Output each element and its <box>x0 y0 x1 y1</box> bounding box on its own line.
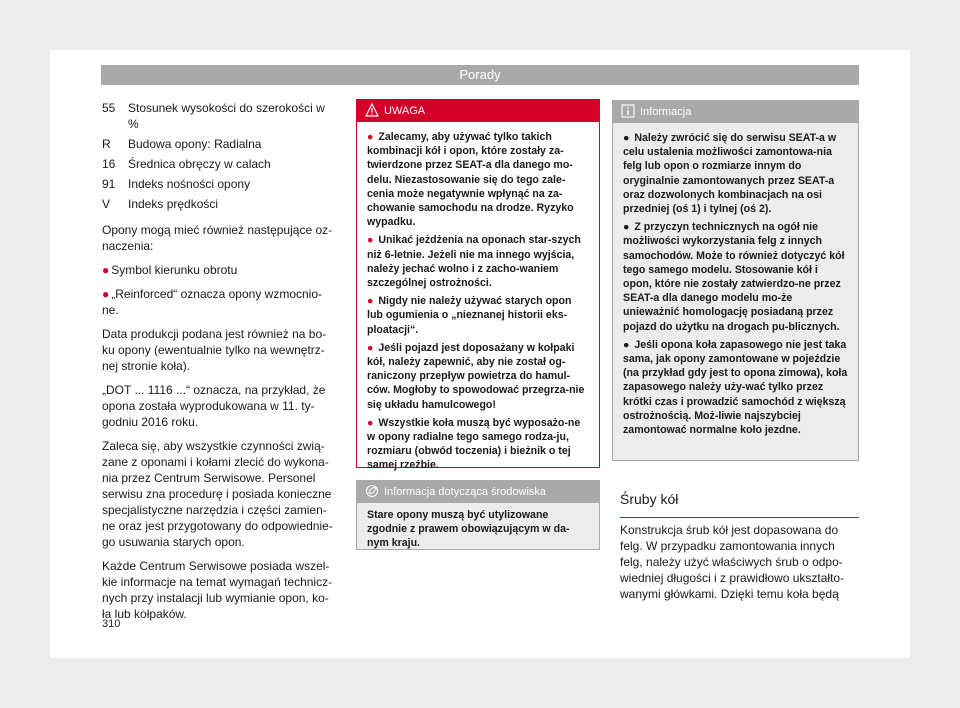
warning-item: ● Wszystkie koła muszą być wyposażo-ne w opony radialne tego samego rodza-ju, rozmiaru (obwód toczenia) i bieżnik o tej samej rzeźbie. <box>367 416 581 472</box>
bullet-icon: ● <box>102 287 110 301</box>
information-title: Informacja <box>640 106 692 118</box>
environment-title: Informacja dotycząca środowiska <box>384 486 547 498</box>
warning-header <box>357 100 599 122</box>
bullet-icon: ● <box>623 221 630 234</box>
body-paragraph: Data produkcji podana jest również na bo-ku opony (ewentualnie tylko na wewnętrz-nej stronie koła). <box>102 327 327 373</box>
bullet-item: ● Symbol kierunku obrotu <box>102 263 238 277</box>
spec-desc: Budowa opony: Radialna <box>128 137 262 151</box>
spec-code: R <box>102 137 111 151</box>
information-header <box>613 101 858 123</box>
info-icon <box>621 104 635 126</box>
info-item: ● Z przyczyn technicznych na ogół nie możliwości wykorzystania felg z innych samochodów. Może to również dotyczyć kół tego samego modelu. Stosowanie kół i opon, które nie zostały zatwierdzo-ne przez SEAT-a dla danego modelu mo-że unieważnić homologację posiadaną przez pojazd do użytku na drogach pu-blicznych. <box>623 221 845 333</box>
page-number: 310 <box>102 618 121 630</box>
info-item: ● Należy zwrócić się do serwisu SEAT-a w celu ustalenia możliwości zamontowa-nia felg lub opon o rozmiarze innym do oryginalnie zamontowanych przez SEAT-a oraz dozwolonych kombinacjach na osi przedniej (oś 1) i tylnej (oś 2). <box>623 132 837 216</box>
body-paragraph: „DOT ... 1116 ...“ oznacza, na przykład, że opona została wyprodukowana w 11. ty-godniu 2016 roku. <box>102 383 326 429</box>
spec-desc: Indeks prędkości <box>128 197 219 211</box>
environment-header <box>357 481 599 503</box>
spec-row <box>102 196 338 212</box>
section-heading: Śruby kół <box>620 490 859 518</box>
spec-code: V <box>102 197 111 211</box>
bullet-item: ● „Reinforced“ oznacza opony wzmocnio-ne. <box>102 287 323 317</box>
section-paragraph: Konstrukcja śrub kół jest dopasowana do felg. W przypadku zamontowania innych felg, należy użyć właściwych śrub o odpo-wiedniej długości i z prawidłowo ukształto-wanymi główkami. Dzięki temu koła będą <box>620 523 845 601</box>
body-paragraph: Zaleca się, aby wszystkie czynności zwią-zane z oponami i kołami zlecić do wykona-nia przez Centrum Serwisowe. Personel serwisu zna procedurę i posiada konieczne specjalistyczne narzędzia i części zamien-ne oraz jest przygotowany do odpowiednie-go usuwania starych opon. <box>102 439 333 549</box>
environment-leaf-icon <box>365 484 379 506</box>
warning-title: UWAGA <box>384 105 426 117</box>
bullet-icon: ● <box>102 263 110 277</box>
warning-box <box>356 99 600 472</box>
body-paragraph: Każde Centrum Serwisowe posiada wszel-kie informacje na temat wymagań technicz-nych przy instalacji lub wymianie opon, ko-ła lub kołpaków. <box>102 559 333 621</box>
spec-code: 55 <box>102 101 116 115</box>
bullet-icon: ● <box>367 131 374 143</box>
bullet-icon: ● <box>367 295 374 308</box>
environment-body <box>357 503 599 549</box>
warning-triangle-icon <box>365 103 379 125</box>
intro-paragraph: Opony mogą mieć również następujące oz-naczenia: <box>102 223 333 253</box>
spec-desc: Średnica obręczy w calach <box>128 157 271 171</box>
warning-item: ● Nigdy nie należy używać starych opon lub ogumienia o „nieznanej historii eks-ploatacji“. <box>367 295 572 336</box>
spec-row <box>102 156 338 172</box>
spec-row <box>102 176 338 192</box>
bullet-icon: ● <box>623 132 630 144</box>
info-item: ● Jeśli opona koła zapasowego nie jest taka sama, jak opony zamontowane w pojeździe (na przykład gdy jest to opona zimowa), koła zapasowego należy uży-wać tylko przez krótki czas i prowadzić samochód z większą ostrożnością. Moż-liwie najszybciej zamontować normalne koło jezdne. <box>623 338 848 437</box>
information-body <box>613 123 858 460</box>
bullet-icon: ● <box>623 338 630 351</box>
environment-text: Stare opony muszą być utylizowane zgodnie z prawem obowiązującym w da-nym kraju. <box>367 509 570 550</box>
warning-item: ● Unikać jeżdżenia na oponach star-szych niż 6-letnie. Jeżeli nie ma innego wyjścia, należy jechać wolno i z zacho-waniem szczególnej ostrożności. <box>367 234 581 290</box>
bullet-icon: ● <box>367 341 374 354</box>
environment-box <box>356 480 600 550</box>
page-header: Porady <box>101 65 859 85</box>
spec-code: 16 <box>102 157 116 171</box>
warning-body <box>357 122 599 473</box>
spec-code: 91 <box>102 177 116 191</box>
left-column <box>102 100 338 630</box>
information-box <box>612 100 859 461</box>
warning-item: ● Jeśli pojazd jest doposażany w kołpaki kół, należy zapewnić, aby nie został og-raniczony przepływ powietrza do hamul-ców. Mogłoby to spowodować przegrza-nie się układu hamulcowego! <box>367 341 585 411</box>
spec-row <box>102 100 338 132</box>
section-column <box>620 522 858 602</box>
spec-row <box>102 136 338 152</box>
bullet-icon: ● <box>367 416 374 429</box>
warning-item: ● Zalecamy, aby używać tylko takich kombinacji kół i opon, które zostały za-twierdzone przez SEAT-a dla danego mo-delu. Niezastosowanie się do tego zale-cenia może negatywnie wpłynąć na za-chowanie samochodu na drodze. Ryzyko wypadku. <box>367 131 574 229</box>
spec-desc: Stosunek wysokości do szerokości w % <box>128 101 325 131</box>
spec-desc: Indeks nośności opony <box>128 177 251 191</box>
bullet-icon: ● <box>367 234 374 247</box>
